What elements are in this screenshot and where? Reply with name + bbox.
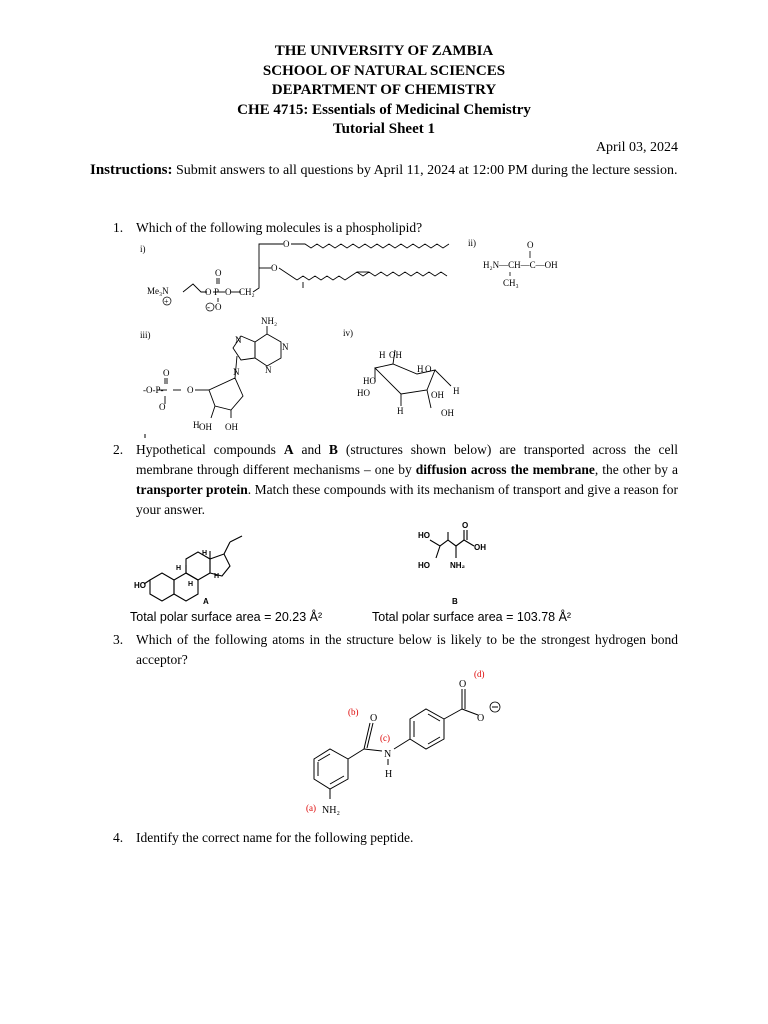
- steroid-h-1: H: [202, 550, 208, 557]
- amine-nh2-label: NH₂: [322, 805, 340, 816]
- amp-o-label-2: O: [163, 368, 170, 378]
- q1-structures: [135, 238, 595, 438]
- q2-structures: [130, 518, 590, 613]
- o-label-7: O: [527, 240, 534, 250]
- question-number: 3.: [113, 632, 124, 647]
- amp-structure: [157, 326, 281, 418]
- ch2-label: CH₂: [239, 287, 255, 297]
- amp-o-label-1: O: [187, 385, 194, 395]
- atom-label-a: (a): [306, 803, 316, 813]
- q2-bold-d: transporter protein: [136, 482, 248, 497]
- sheet-title: Tutorial Sheet 1: [333, 121, 435, 137]
- q2-text-b: and: [293, 442, 329, 457]
- option-i-label: i): [140, 244, 146, 254]
- steroid-h-4: H: [176, 565, 182, 572]
- tpsa-a: Total polar surface area = 20.23 Å²: [130, 610, 323, 624]
- amp-h-label: H: [193, 420, 200, 430]
- amp-n-label-1: N: [235, 335, 242, 345]
- question-2: [113, 440, 678, 520]
- sugar-h-label-3: H: [453, 386, 460, 396]
- steroid-h-3: H: [214, 573, 220, 580]
- department-name: DEPARTMENT OF CHEMISTRY: [271, 82, 497, 98]
- me3n-label: Me₃N: [147, 286, 169, 296]
- amp-n-label-2: N: [282, 342, 289, 352]
- question-text: Which of the following atoms in the structure below is likely to be the strongest hydrogen bond acceptor?: [136, 632, 678, 667]
- q2-text-c: (structures shown below) are transported across the cell membrane through different mechanisms – one by: [136, 442, 678, 477]
- course-title: CHE 4715: Essentials of Medicinal Chemistry: [237, 101, 531, 118]
- sugar-oh-label-2: OH: [431, 390, 444, 400]
- plus-charge: +: [164, 297, 169, 306]
- p-label: P: [214, 287, 220, 297]
- question-1: [113, 218, 678, 238]
- compound-b-oh: OH: [474, 543, 486, 552]
- question-3: [113, 630, 678, 670]
- benzamide-structure: [314, 689, 478, 799]
- amp-nh2-label: NH₂: [261, 316, 278, 326]
- carbonyl-o-label: O: [370, 713, 378, 724]
- question-number: 1.: [113, 220, 124, 235]
- option-ii-label: ii): [468, 238, 476, 248]
- compound-b-ho-1: HO: [418, 531, 430, 540]
- q2-bold-c: diffusion across the membrane: [415, 462, 595, 477]
- sugar-ho-label-1: HO: [363, 376, 376, 386]
- q3-structure-svg: [300, 665, 520, 825]
- sugar-h-label-4: H: [397, 406, 404, 416]
- ch3-label: CH₃: [503, 278, 519, 288]
- question-text: Identify the correct name for the following peptide.: [136, 830, 414, 845]
- option-iv-label: iv): [343, 328, 353, 338]
- minus-charge: -: [207, 302, 210, 312]
- q2-text-d: , the other by a: [594, 462, 678, 477]
- atom-label-c: (c): [380, 733, 390, 743]
- question-number: 2.: [113, 442, 124, 457]
- amp-oh-label-1: OH: [199, 422, 212, 432]
- amide-h-label: H: [385, 769, 393, 780]
- q2-text-e: . Match these compounds with its mechanism of transport and give a reason for your answer.: [136, 482, 678, 517]
- carboxylate-o-label-2: O: [477, 713, 485, 724]
- compound-b-ho-2: HO: [418, 561, 430, 570]
- sugar-oh-label-3: OH: [441, 408, 454, 418]
- question-text: [136, 440, 678, 520]
- instructions: [90, 160, 678, 181]
- sugar-h-label-2: H: [417, 364, 424, 374]
- o-label-3: O: [215, 268, 222, 278]
- o-label-6: O: [271, 263, 278, 273]
- question-4: [113, 828, 678, 848]
- steroid-ho-label: HO: [134, 581, 146, 590]
- compound-b-label: B: [452, 597, 458, 606]
- sugar-o-label: O: [425, 364, 432, 374]
- document-header: [0, 42, 768, 140]
- o-label-5: O: [283, 239, 290, 249]
- question-text: Which of the following molecules is a phospholipid?: [136, 220, 423, 235]
- q1-structures-svg: [135, 238, 595, 438]
- compound-a-label: A: [203, 597, 209, 606]
- q2-text-a: Hypothetical compounds: [136, 442, 284, 457]
- carboxylate-o-label-1: O: [459, 679, 467, 690]
- amp-phosphate: -O-P-: [143, 385, 164, 395]
- alanine-formula: H₂N—CH—C—OH: [483, 260, 558, 270]
- sugar-oh-label-1: OH: [389, 350, 402, 360]
- school-name: SCHOOL OF NATURAL SCIENCES: [262, 62, 506, 79]
- steroid-structure: [144, 536, 242, 601]
- sugar-ho-label-2: HO: [357, 388, 370, 398]
- q3-structure: [300, 665, 520, 825]
- compound-b-nh2: NH₂: [450, 561, 466, 570]
- o-label: O: [205, 287, 212, 297]
- phospholipid-structure: [183, 244, 449, 302]
- compound-b-o: O: [462, 521, 469, 530]
- sugar-h-label-1: H: [379, 350, 386, 360]
- tpsa-b: Total polar surface area = 103.78 Å²: [372, 610, 572, 624]
- steroid-h-2: H: [188, 581, 194, 588]
- amp-oh-label-2: OH: [225, 422, 238, 432]
- instructions-label: Instructions:: [90, 162, 173, 178]
- q2-bold-a: A: [283, 442, 294, 457]
- university-name: THE UNIVERSITY OF ZAMBIA: [274, 43, 494, 59]
- q2-bold-b: B: [328, 442, 338, 457]
- option-iii-label: iii): [140, 330, 151, 340]
- o-label-2: O: [225, 287, 232, 297]
- atom-label-d: (d): [474, 669, 485, 679]
- compound-b-structure: [430, 530, 474, 558]
- amp-n-label-4: N: [233, 367, 240, 377]
- document-date: April 03, 2024: [595, 140, 678, 155]
- q2-structures-svg: [130, 518, 590, 613]
- amide-n-label: N: [384, 749, 392, 760]
- atom-label-b: (b): [348, 707, 359, 717]
- amp-o-label-3: O: [159, 402, 166, 412]
- amp-n-label-3: N: [265, 365, 272, 375]
- question-number: 4.: [113, 830, 124, 845]
- instructions-text: Submit answers to all questions by April 11, 2024 at 12:00 PM during the lecture session.: [176, 163, 678, 178]
- o-label-4: O: [215, 302, 222, 312]
